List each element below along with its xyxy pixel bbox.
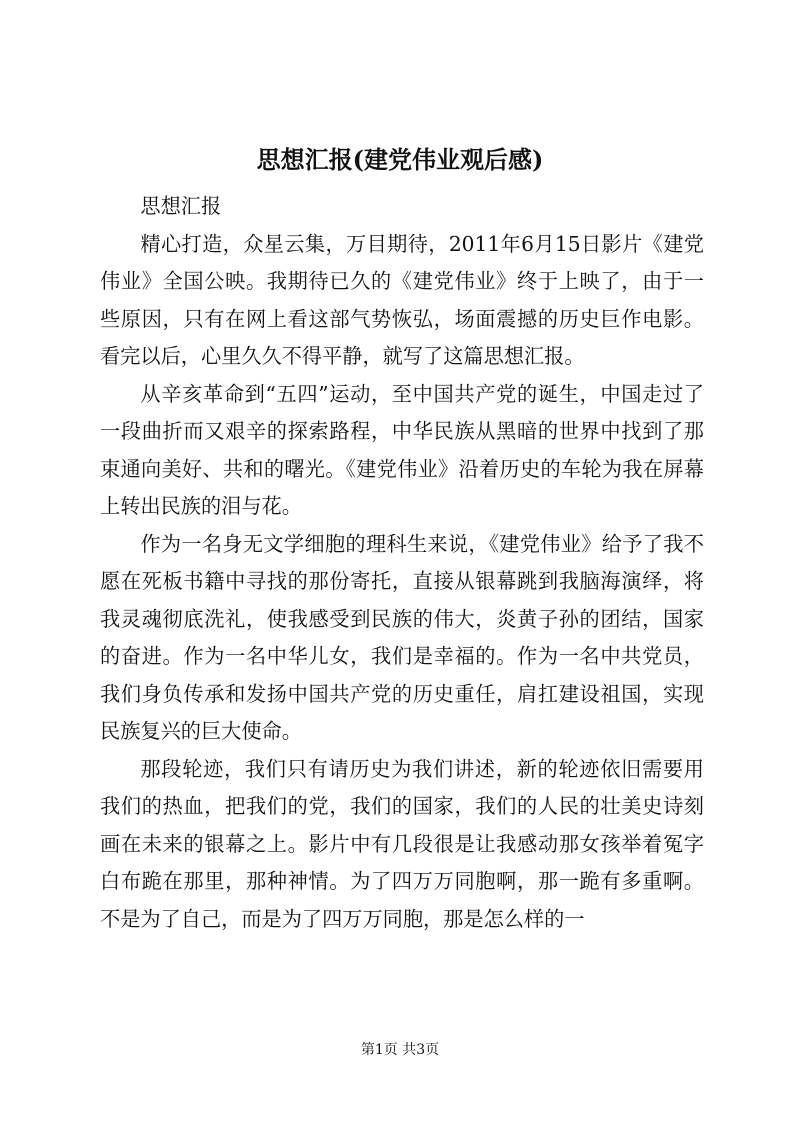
paragraph-2: 从辛亥革命到“五四”运动，至中国共产党的诞生，中国走过了一段曲折而又艰辛的探索路程，中华民族从黑暗的世界中找到了那束通向美好、共和的曙光。《建党伟业》沿着历史的车轮为我在屏幕上转出民族的泪与花。 xyxy=(100,381,704,518)
paragraph-1: 精心打造，众星云集，万目期待，2011年6月15日影片《建党伟业》全国公映。我期待已久的《建党伟业》终于上映了，由于一些原因，只有在网上看这部气势恢弘，场面震撼的历史巨作电影。看完以后，心里久久不得平静，就写了这篇思想汇报。 xyxy=(100,231,704,368)
document-title: 思想汇报(建党伟业观后感) xyxy=(256,145,544,174)
document-body xyxy=(100,188,704,938)
page-number-footer: 第1页 共3页 xyxy=(360,1042,440,1058)
paragraph-4: 那段轮迹，我们只有请历史为我们讲述，新的轮迹依旧需要用我们的热血，把我们的党，我们的国家，我们的人民的壮美史诗刻画在未来的银幕之上。影片中有几段很是让我感动那女孩举着冤字白布跪在那里，那种神情。为了四万万同胞啊，那一跪有多重啊。不是为了自己，而是为了四万万同胞，那是怎么样的一 xyxy=(100,756,704,931)
paragraph-3: 作为一名身无文学细胞的理科生来说，《建党伟业》给予了我不愿在死板书籍中寻找的那份寄托，直接从银幕跳到我脑海演绎，将我灵魂彻底洗礼，使我感受到民族的伟大，炎黄子孙的团结，国家的奋进。作为一名中华儿女，我们是幸福的。作为一名中共党员，我们身负传承和发扬中国共产党的历史重任，肩扛建设祖国，实现民族复兴的巨大使命。 xyxy=(100,531,704,743)
paragraph-heading: 思想汇报 xyxy=(140,194,222,218)
